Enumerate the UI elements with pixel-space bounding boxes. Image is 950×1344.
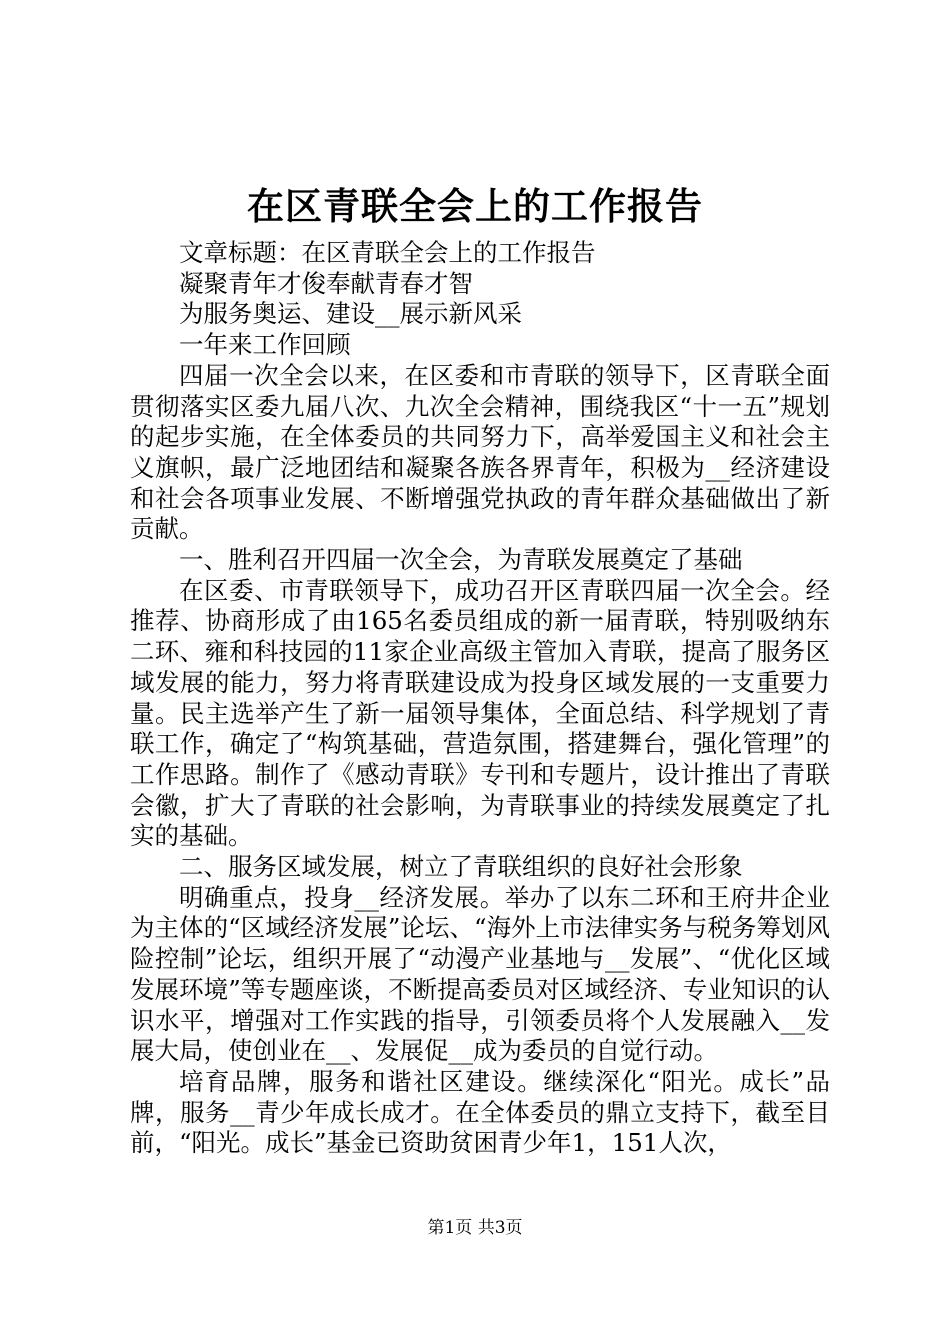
document-body (130, 238, 830, 1159)
paragraph-economy: 明确重点，投身__经济发展。举办了以东二环和王府井企业为主体的“区域经济发展”论坛、“海外上市法律实务与税务筹划风险控制”论坛，组织开展了“动漫产业基地与__发展”、“优化区域发展环境”等专题座谈，不断提高委员对区域经济、专业知识的认识水平，增强对工作实践的指导，引领委员将个人发展融入__发展大局，使创业在__、发展促__成为委员的自觉行动。 (130, 882, 830, 1066)
subtitle-line-2: 为服务奥运、建设__展示新风采 (179, 299, 522, 329)
document-title: 在区青联全会上的工作报告 (247, 184, 703, 228)
paragraph-intro: 四届一次全会以来，在区委和市青联的领导下，区青联全面贯彻落实区委九届八次、九次全会精神，围绕我区“十一五”规划的起步实施，在全体委员的共同努力下，高举爱国主义和社会主义旗帜，最广泛地团结和凝聚各族各界青年，积极为__经济建设和社会各项事业发展、不断增强党执政的青年群众基础做出了新贡献。 (130, 360, 830, 544)
article-title-line: 文章标题：在区青联全会上的工作报告 (179, 238, 596, 267)
subtitle-line-1: 凝聚青年才俊奉献青春才智 (179, 268, 473, 298)
section-heading-review: 一年来工作回顾 (179, 330, 351, 360)
paragraph-brand: 培育品牌，服务和谐社区建设。继续深化“阳光。成长”品牌，服务__青少年成长成才。在全体委员的鼎立支持下，截至目前，“阳光。成长”基金已资助贫困青少年1，151人次， (130, 1066, 830, 1158)
section-heading-1: 一、胜利召开四届一次全会，为青联发展奠定了基础 (179, 545, 743, 575)
section-heading-2: 二、服务区域发展，树立了青联组织的良好社会形象 (179, 852, 743, 882)
page-footer: 第1页 共3页 (427, 1218, 523, 1238)
paragraph-section-1: 在区委、市青联领导下，成功召开区青联四届一次全会。经推荐、协商形成了由165名委员组成的新一届青联，特别吸纳东二环、雍和科技园的11家企业高级主管加入青联，提高了服务区域发展的能力，努力将青联建设成为投身区域发展的一支重要力量。民主选举产生了新一届领导集体，全面总结、科学规划了青联工作，确定了“构筑基础，营造氛围，搭建舞台，强化管理”的工作思路。制作了《感动青联》专刊和专题片，设计推出了青联会徽，扩大了青联的社会影响，为青联事业的持续发展奠定了扎实的基础。 (130, 575, 830, 851)
